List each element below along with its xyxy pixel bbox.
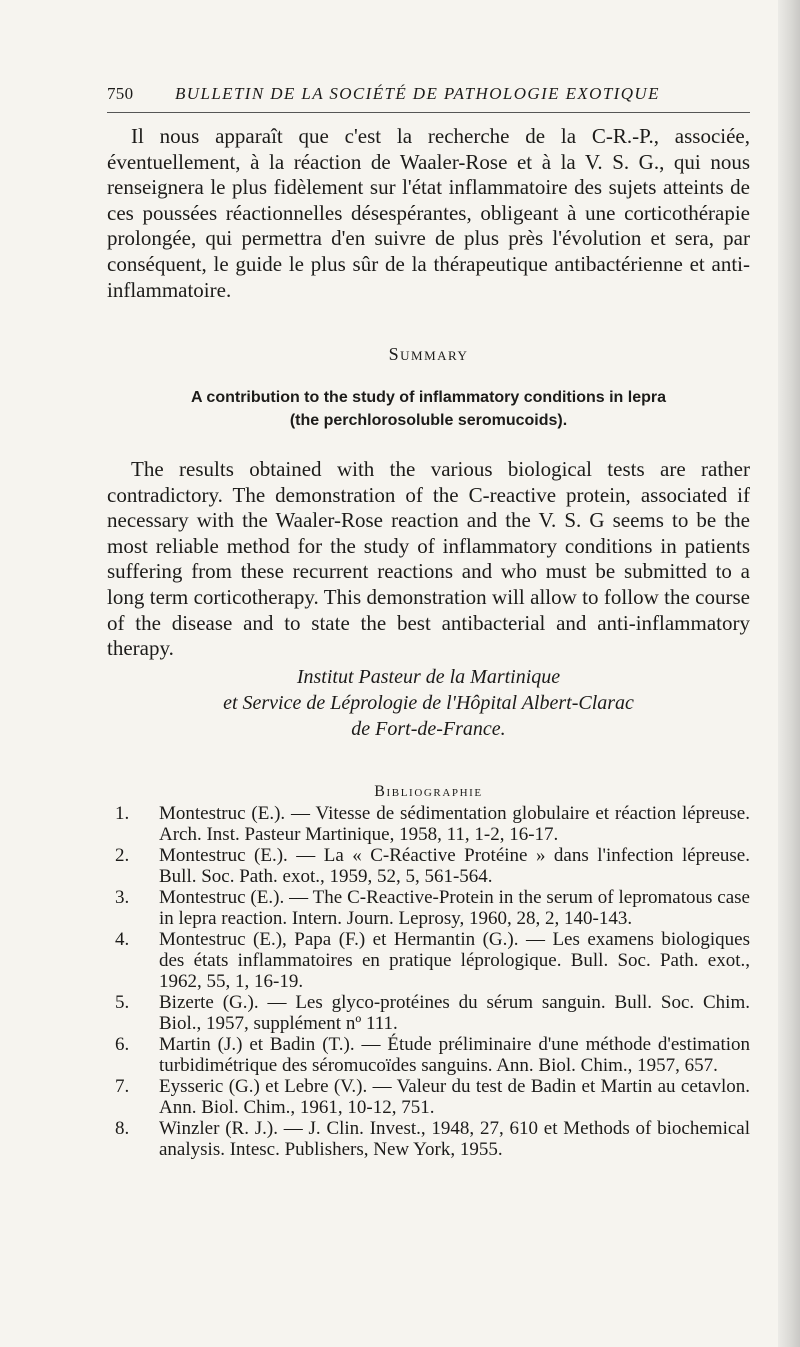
intro-paragraph: Il nous apparaît que c'est la recherche de la C-R.-P., associée, éventuellement, à la réaction de Waaler-Rose et à la V. S. G., qui nous renseignera le plus fidèlement sur l'état inflammatoire des sujets atteints de ces poussées réactionnelles désespérantes, obligeant à une corticothérapie prolongée, qui permettra d'en suivre de plus près l'évolution et sera, par conséquent, le guide le plus sûr de la thérapeutique antibactérienne et anti-inflammatoire. xyxy=(107,124,750,302)
header-rule xyxy=(107,112,750,113)
summary-subtitle-line2: (the perchlorosoluble seromucoids). xyxy=(289,412,568,429)
reference-text: Montestruc (E.), Papa (F.) et Hermantin (G.). — Les examens biologiques des états inflammatoires en pratique léprologique. Bull. Soc. Path. exot., 1962, 55, 1, 16-19. xyxy=(159,929,750,992)
reference-list xyxy=(107,803,750,1160)
journal-title: BULLETIN DE LA SOCIÉTÉ DE PATHOLOGIE EXOTIQUE xyxy=(175,84,660,103)
reference-text: Montestruc (E.). — Vitesse de sédimentation globulaire et réaction lépreuse. Arch. Inst. Pasteur Martinique, 1958, 11, 1-2, 16-17. xyxy=(159,803,750,845)
summary-heading: Summary xyxy=(388,344,469,364)
reference-text: Montestruc (E.). — La « C-Réactive Protéine » dans l'infection lépreuse. Bull. Soc. Path. exot., 1959, 52, 5, 561-564. xyxy=(159,845,750,887)
reference-text: Bizerte (G.). — Les glyco-protéines du sérum sanguin. Bull. Soc. Chim. Biol., 1957, supplément nº 111. xyxy=(159,992,750,1034)
page-number: 750 xyxy=(107,84,134,103)
reference-number: 5. xyxy=(115,992,130,1013)
reference-item xyxy=(107,1034,750,1076)
bibliography-heading: Bibliographie xyxy=(374,783,483,800)
affiliation-line3: de Fort-de-France. xyxy=(351,718,506,740)
reference-item xyxy=(107,992,750,1034)
reference-number: 1. xyxy=(115,803,130,824)
summary-subtitle-line1: A contribution to the study of inflammatory conditions in lepra xyxy=(191,389,666,406)
reference-item xyxy=(107,845,750,887)
summary-subtitle xyxy=(107,386,750,432)
reference-number: 7. xyxy=(115,1076,130,1097)
reference-number: 2. xyxy=(115,845,130,866)
reference-text: Winzler (R. J.). — J. Clin. Invest., 1948, 27, 610 et Methods of biochemical analysis. Intesc. Publishers, New York, 1955. xyxy=(159,1118,750,1160)
affiliation-line1: Institut Pasteur de la Martinique xyxy=(296,666,561,688)
reference-number: 3. xyxy=(115,887,130,908)
reference-item xyxy=(107,803,750,845)
reference-item xyxy=(107,929,750,992)
page-edge-shadow xyxy=(778,0,800,1347)
affiliation-line2: et Service de Léprologie de l'Hôpital Albert-Clarac xyxy=(223,692,634,714)
reference-number: 4. xyxy=(115,929,130,950)
reference-number: 6. xyxy=(115,1034,130,1055)
reference-item xyxy=(107,1076,750,1118)
reference-number: 8. xyxy=(115,1118,130,1139)
reference-item xyxy=(107,1118,750,1160)
affiliation xyxy=(107,664,750,742)
reference-text: Martin (J.) et Badin (T.). — Étude préliminaire d'une méthode d'estimation turbidimétrique des séromucoïdes sanguins. Ann. Biol. Chim., 1957, 657. xyxy=(159,1034,750,1076)
reference-text: Eysseric (G.) et Lebre (V.). — Valeur du test de Badin et Martin au cetavlon. Ann. Biol. Chim., 1961, 10-12, 751. xyxy=(159,1076,750,1118)
reference-item xyxy=(107,887,750,929)
reference-text: Montestruc (E.). — The C-Reactive-Protein in the serum of lepromatous case in lepra reaction. Intern. Journ. Leprosy, 1960, 28, 2, 140-143. xyxy=(159,887,750,929)
summary-text: The results obtained with the various biological tests are rather contradictory. The demonstration of the C-reactive protein, associated if necessary with the Waaler-Rose reaction and the V. S. G seems to be the most reliable method for the study of inflammatory conditions in patients suffering from these recurrent reactions and who must be submitted to a long term corticotherapy. This demonstration will allow to follow the course of the disease and to state the best antibacterial and anti-inflammatory therapy. xyxy=(107,457,750,661)
